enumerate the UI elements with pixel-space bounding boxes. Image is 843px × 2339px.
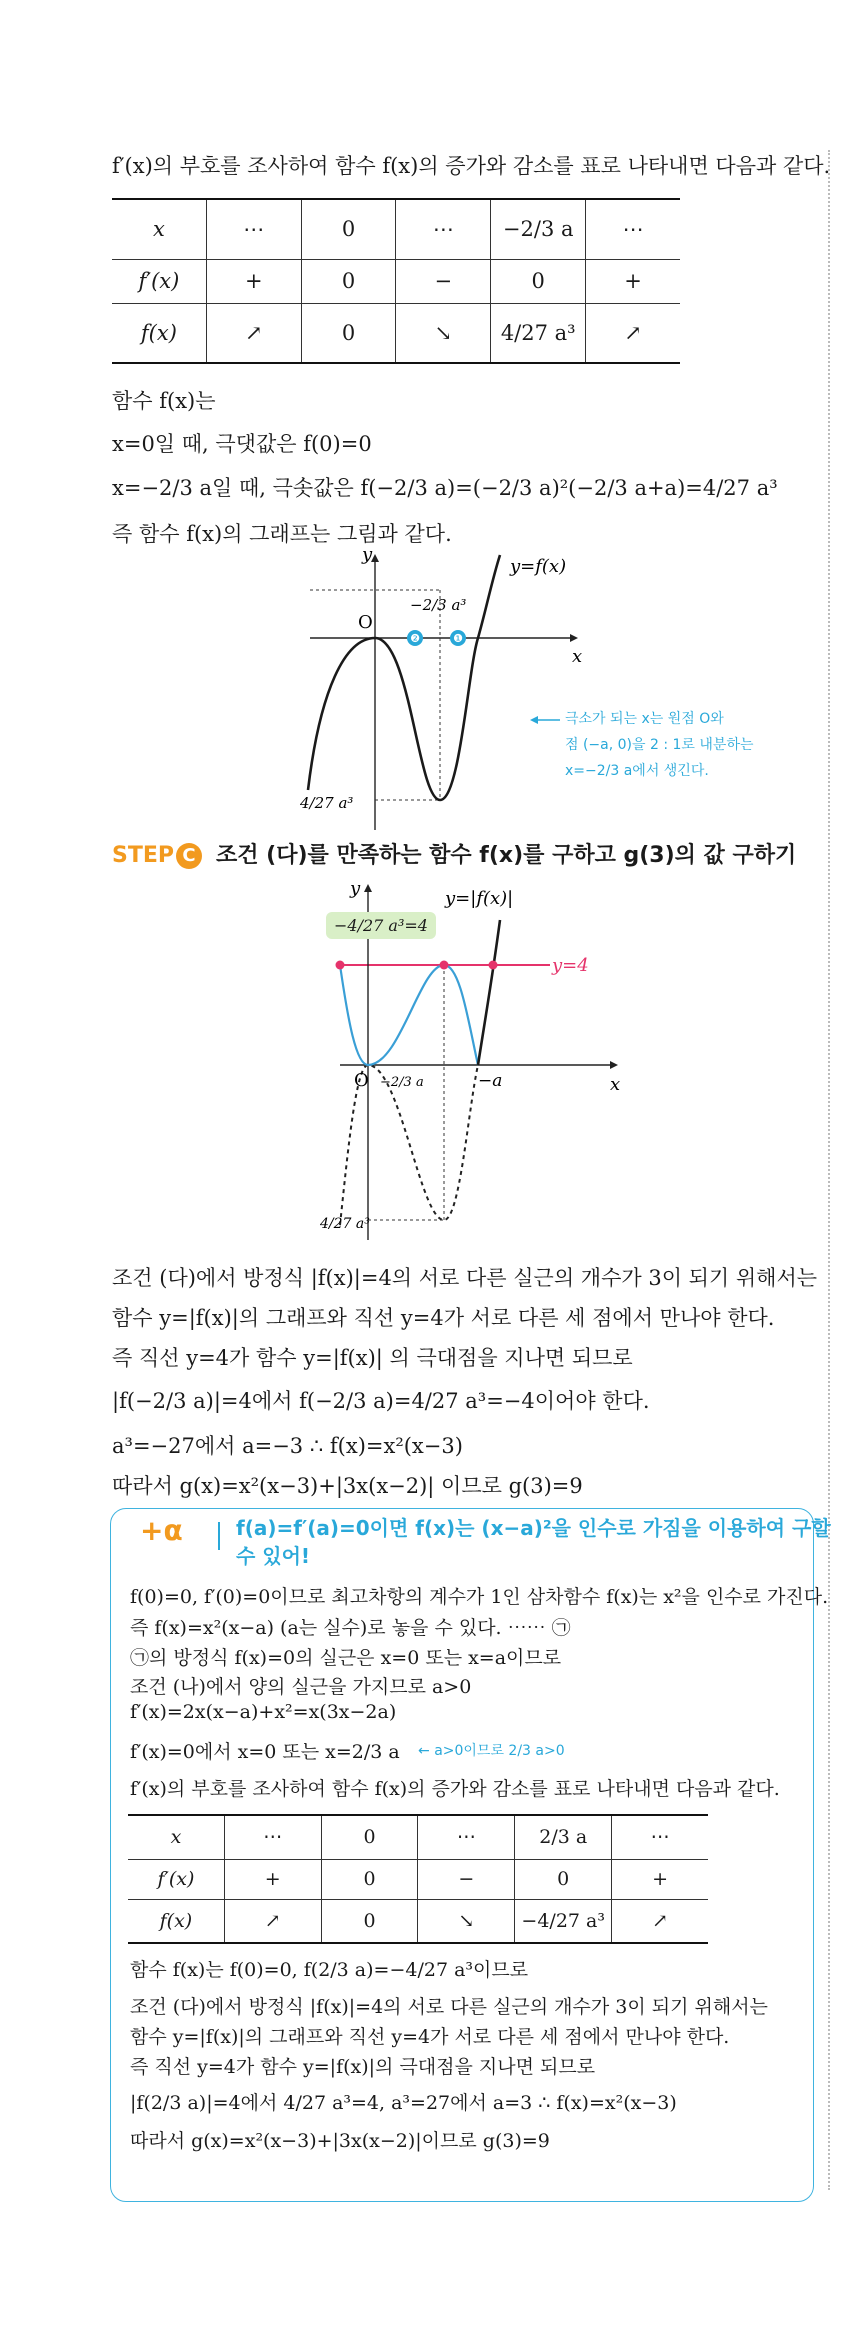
value-box: −4/27 a³=4: [326, 912, 436, 939]
table-cell: −4/27 a³: [515, 1899, 612, 1943]
svg-text:❷: ❷: [410, 632, 420, 645]
table-cell: 4/27 a³: [491, 303, 586, 363]
tip-title-line: 수 있어!: [236, 1544, 311, 1568]
table-cell: +: [612, 1859, 708, 1899]
table-cell: f′(x): [128, 1859, 224, 1899]
note-line: 극소가 되는 x는 원점 O와: [565, 711, 724, 727]
note-line: x=−2/3 a에서 생긴다.: [565, 763, 709, 779]
text-line: 즉 함수 f(x)의 그래프는 그림과 같다.: [112, 522, 452, 546]
tip-icon: +α: [140, 1514, 183, 1547]
tip-line: 따라서 g(x)=x²(x−3)+|3x(x−2)|이므로 g(3)=9: [130, 2130, 550, 2152]
tip-table: [128, 1814, 708, 1944]
tip-line: f′(x)=0에서 x=0 또는 x=2/3 a: [130, 1741, 400, 1763]
origin-label: O: [358, 612, 373, 633]
table-cell: 0: [515, 1859, 612, 1899]
note-line: 점 (−a, 0)을 2 : 1로 내분하는: [565, 737, 754, 753]
table-cell: +: [206, 259, 301, 303]
table-cell: x: [112, 199, 206, 259]
text-line: 조건 (다)에서 방정식 |f(x)|=4의 서로 다른 실근의 개수가 3이 되기 위해서는: [112, 1266, 818, 1290]
tick-label: −2/3 a: [380, 1075, 424, 1090]
text-line: 함수 f(x)는: [112, 389, 216, 413]
step-title: 조건 (다)를 만족하는 함수 f(x)를 구하고 g(3)의 값 구하기: [216, 843, 797, 868]
x-label: x: [610, 1074, 621, 1095]
tip-line: 즉 직선 y=4가 함수 y=|f(x)|의 극대점을 지나면 되므로: [130, 2056, 596, 2078]
table-cell: ⋯: [396, 199, 491, 259]
table-cell: 0: [491, 259, 586, 303]
table-cell: ⋯: [586, 199, 680, 259]
step-letter-badge: C: [176, 843, 202, 869]
tip-title-line: f(a)=f′(a)=0이면 f(x)는 (x−a)²을 인수로 가짐을 이용하여 구할: [236, 1516, 831, 1540]
table-cell: ↘: [396, 303, 491, 363]
table-cell: −: [396, 259, 491, 303]
text-line: 즉 직선 y=4가 함수 y=|f(x)| 의 극대점을 지나면 되므로: [112, 1346, 633, 1370]
curve-fx: [308, 555, 500, 800]
line-label: y=4: [552, 955, 589, 976]
table-cell: f(x): [128, 1899, 224, 1943]
table-cell: −: [418, 1859, 515, 1899]
tip-line: 즉 f(x)=x²(x−a) (a는 실수)로 놓을 수 있다. ⋯⋯ ㉠: [130, 1617, 571, 1639]
curve-abs-fx: [340, 965, 478, 1065]
intersection-point: [440, 961, 449, 970]
table-cell: 0: [321, 1815, 418, 1859]
table-cell: ⋯: [206, 199, 301, 259]
bottom-value-label: 4/27 a³: [320, 1216, 370, 1232]
top-value-label: −2/3 a³: [410, 596, 467, 614]
svg-text:❶: ❶: [453, 632, 463, 645]
bottom-value-label: 4/27 a³: [300, 794, 354, 812]
intersection-point: [489, 961, 498, 970]
table-cell: 0: [301, 259, 396, 303]
graph-fx: [300, 550, 720, 840]
table-cell: 0: [321, 1859, 418, 1899]
table-cell: ⋯: [224, 1815, 321, 1859]
tip-title: [236, 1514, 831, 1570]
tip-separator: [218, 1522, 220, 1550]
table-cell: ⋯: [612, 1815, 708, 1859]
curve-label: y=|f(x)|: [445, 888, 514, 909]
intro-text: f′(x)의 부호를 조사하여 함수 f(x)의 증가와 감소를 표로 나타내면 다음과 같다.: [112, 154, 831, 178]
table-cell: +: [586, 259, 680, 303]
table-cell: ↘: [418, 1899, 515, 1943]
table-cell: 0: [301, 199, 396, 259]
tip-line: f′(x)=2x(x−a)+x²=x(3x−2a): [130, 1701, 397, 1723]
table-cell: ↗: [612, 1899, 708, 1943]
step-header: [112, 838, 796, 869]
text-line: 따라서 g(x)=x²(x−3)+|3x(x−2)| 이므로 g(3)=9: [112, 1474, 583, 1498]
table-cell: ↗: [224, 1899, 321, 1943]
curve-label: y=f(x): [510, 556, 567, 577]
margin-rule: [828, 150, 830, 2190]
table-cell: 0: [321, 1899, 418, 1943]
tip-line: 조건 (다)에서 방정식 |f(x)|=4의 서로 다른 실근의 개수가 3이 되기 위해서는: [130, 1996, 768, 2018]
table-cell: +: [224, 1859, 321, 1899]
y-label: y: [350, 880, 361, 899]
origin-label: O: [354, 1070, 369, 1091]
tick-label: −a: [478, 1071, 503, 1091]
tip-line: ㉠의 방정식 f(x)=0의 실근은 x=0 또는 x=a이므로: [130, 1647, 562, 1669]
tip-line: |f(2/3 a)|=4에서 4/27 a³=4, a³=27에서 a=3 ∴ f(x)=x²(x−3): [130, 2092, 677, 2114]
table-cell: ↗: [586, 303, 680, 363]
x-label: x: [572, 646, 583, 667]
table-cell: ⋯: [418, 1815, 515, 1859]
table-cell: 2/3 a: [515, 1815, 612, 1859]
increase-decrease-table: [112, 198, 680, 364]
curve-right-branch: [478, 920, 500, 1065]
table-cell: −2/3 a: [491, 199, 586, 259]
table-cell: f(x): [112, 303, 206, 363]
tip-line: f′(x)의 부호를 조사하여 함수 f(x)의 증가와 감소를 표로 나타내면 다음과 같다.: [130, 1778, 780, 1800]
text-line: x=−2/3 a일 때, 극솟값은 f(−2/3 a)=(−2/3 a)²(−2/3 a+a)=4/27 a³: [112, 476, 778, 500]
tip-line: 함수 y=|f(x)|의 그래프와 직선 y=4가 서로 다른 세 점에서 만나야 한다.: [130, 2026, 730, 2048]
y-label: y: [362, 550, 373, 565]
text-line: a³=−27에서 a=−3 ∴ f(x)=x²(x−3): [112, 1434, 463, 1458]
tip-line: 조건 (나)에서 양의 실근을 가지므로 a>0: [130, 1676, 472, 1698]
graph-note: [565, 706, 754, 784]
text-line: |f(−2/3 a)|=4에서 f(−2/3 a)=4/27 a³=−4이어야 한다.: [112, 1389, 650, 1413]
table-cell: 0: [301, 303, 396, 363]
text-line: x=0일 때, 극댓값은 f(0)=0: [112, 432, 372, 456]
step-tag: STEP: [112, 843, 175, 868]
text-line: 함수 y=|f(x)|의 그래프와 직선 y=4가 서로 다른 세 점에서 만나야 한다.: [112, 1306, 775, 1330]
table-cell: ↗: [206, 303, 301, 363]
intersection-point: [336, 961, 345, 970]
tip-line: f(0)=0, f′(0)=0이므로 최고차항의 계수가 1인 삼차함수 f(x)는 x²을 인수로 가진다.: [130, 1586, 829, 1608]
table-cell: f′(x): [112, 259, 206, 303]
table-cell: x: [128, 1815, 224, 1859]
side-note: ← a>0이므로 2/3 a>0: [418, 1743, 565, 1759]
tip-line: 함수 f(x)는 f(0)=0, f(2/3 a)=−4/27 a³이므로: [130, 1959, 529, 1981]
